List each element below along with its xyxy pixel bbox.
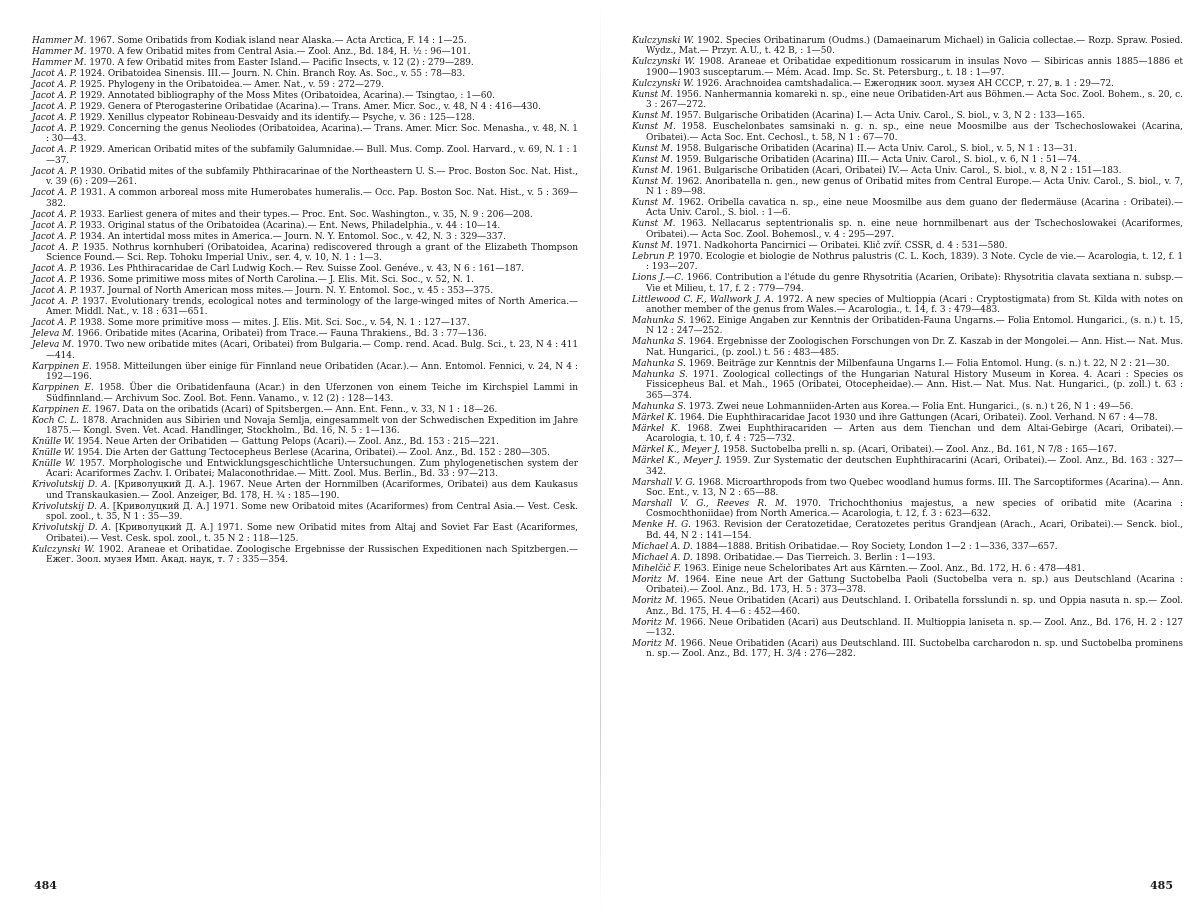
entry-author: Mihelčič F. xyxy=(632,563,682,574)
entry-citation: 1971. Nadkohorta Pancirnici — Oribatei. Klič zvíř. CSSR, d. 4 : 531—580. xyxy=(672,240,1008,251)
entry-author: Mahunka S. xyxy=(632,358,686,369)
entry-author: Kulczynski W. xyxy=(632,36,694,46)
bibliography-entry xyxy=(632,90,1183,111)
bibliography-entry xyxy=(632,359,1183,369)
entry-author: Jacot A. P. xyxy=(32,145,77,156)
entry-author: Märkel K., Meyer J. xyxy=(632,456,722,467)
entry-author: Knülle W. xyxy=(32,448,75,459)
entry-citation: 1925. Phylogeny in the Oribatoidea.— Amer. Nat., v. 59 : 272—279. xyxy=(76,80,384,90)
entry-citation: 1962. Oribella cavatica n. sp., eine neue Moosmilbe aus dem guano der fledermäuse (Acarina : Oribatei).— Acta Univ. Carol., S. biol. : 1—6. xyxy=(646,198,1183,219)
entry-citation: [Криволуцкий Д. А.] 1971. Some new Oribatid mites from Altaj and Soviet Far East (Acariformes, Oribatei).— Vest. Cesk. spol. zool., t. 35 N 2 : 118—125. xyxy=(46,523,578,544)
entry-citation: 1934. An intertidal moss mites in America.— Journ. N. Y. Entomol. Soc., v. 42, N. 3 : 329—337. xyxy=(76,231,506,242)
entry-author: Kunst M. xyxy=(632,154,673,165)
entry-citation: 1929. Concerning the genus Neoliodes (Oribatoidea, Acarina).— Trans. Amer. Micr. Soc. Menasha., v. 48, N. 1 : 30—43. xyxy=(46,124,578,145)
entry-citation: 1968. Zwei Euphthiracariden — Arten aus dem Tienchan und dem Altai-Gebirge (Acari, Oribatei).— Acarologia, t. 10, f. 4 : 725—732. xyxy=(646,423,1184,445)
bibliography-entry xyxy=(632,198,1183,219)
entry-author: Jacot A. P. xyxy=(32,220,77,231)
entry-citation: 1902. Species Oribatinarum (Oudms.) (Damaeinarum Michael) in Galicia collectae.— Rozp. Spraw. Posied. Wydz., Mat.— Przyr. A.U., t. 42 B, : 1—50. xyxy=(646,36,1183,57)
bibliography-entry xyxy=(632,166,1183,176)
entry-citation: 1967. Data on the oribatids (Acari) of Spitsbergen.— Ann. Ent. Fenn., v. 33, N 1 : 18—26. xyxy=(91,404,498,415)
bibliography-entry xyxy=(632,337,1183,358)
entry-author: Jeleva M. xyxy=(32,340,75,351)
entry-author: Littlewood C. F., Wallwork J. A. xyxy=(632,294,774,305)
bibliography-entry xyxy=(632,79,1183,89)
entry-author: Kunst M. xyxy=(632,240,673,251)
entry-author: Kulczynski W. xyxy=(632,57,695,68)
entry-citation: 1963. Nellacarus septentrionalis sp. n. eine neue hornmilbenart aus der Tschechoslowakei (Acariformes, Oribatei).— Acta Soc. Zool. Bohemosl., v. 4 : 295—297. xyxy=(646,219,1183,240)
entry-author: Jacot A. P. xyxy=(32,242,79,253)
entry-citation: 1926. Arachnoidea camtshadalica.— Ежегодник зоол. музея АН СССР, т. 27, в. 1 : 29—72. xyxy=(693,78,1114,89)
entry-citation: 1966. Neue Oribatiden (Acari) aus Deutschland. II. Multioppia laniseta n. sp.— Zool. Anz., Bd. 176, H. 2 : 127—132. xyxy=(646,617,1183,638)
bibliography-entry xyxy=(632,445,1183,455)
entry-author: Jacot A. P. xyxy=(32,166,77,177)
entry-citation: 1936. Les Phthiracaridae de Carl Ludwig Koch.— Rev. Suisse Zool. Genéve., v. 43, N 6 : 161—187. xyxy=(76,264,525,275)
entry-author: Mahunka S. xyxy=(632,316,687,327)
entry-citation: 1966. Neue Oribatiden (Acari) aus Deutschland. III. Suctobelba carcharodon n. sp. und Suctobelba prominens n. sp.— Zool. Anz., Bd. 177, H. 3/4 : 276—282. xyxy=(646,638,1183,660)
left-page-number: 484 xyxy=(34,879,57,892)
bibliography-entry xyxy=(32,188,578,209)
entry-citation: 1908. Araneae et Oribatidae expeditionum rossicarum in insulas Novo — Sibiricas annis 1885—1886 et 1900—1903 susceptarum.— Mém. Acad. Imp. Sc. St. Petersburg., t. 18 : 1—97. xyxy=(646,57,1183,78)
bibliography-entry xyxy=(32,232,578,242)
entry-citation: 1964. Eine neue Art der Gattung Suctobelba Paoli (Suctobelba vera n. sp.) aus Deutschland (Acarina : Oribatei).— Zool. Anz., Bd. 173, H. 5 : 373—378. xyxy=(646,574,1183,596)
entry-author: Märkel K. xyxy=(632,423,681,434)
entry-citation: 1966. Oribatide mites (Acarina, Oribatei) from Trace.— Fauna Thrakiens., Bd. 3 : 77—136. xyxy=(74,329,487,340)
entry-author: Kunst M. xyxy=(632,198,675,209)
entry-author: Märkel K. xyxy=(632,412,677,423)
entry-author: Mahunka S. xyxy=(632,337,686,348)
entry-citation: 1968. Microarthropods from two Quebec woodland humus forms. III. The Sarcoptiformes (Acarina).— Ann. Soc. Ent., v. 13, N 2 : 65—88. xyxy=(646,477,1183,498)
entry-author: Karppinen E. xyxy=(32,361,92,372)
entry-author: Jacot A. P. xyxy=(32,188,78,199)
bibliography-entry xyxy=(632,542,1183,552)
bibliography-entry xyxy=(32,69,578,79)
entry-author: Hammer M. xyxy=(32,36,87,46)
entry-citation: 1954. Neue Arten der Oribatiden — Gattung Pelops (Acari).— Zool. Anz., Bd. 153 : 215—221. xyxy=(74,437,499,448)
bibliography-entry xyxy=(32,362,578,383)
entry-citation: 1937. Journal of North American moss mites.— Journ. N. Y. Entomol. Soc., v. 45 : 353—375. xyxy=(76,286,494,297)
bibliography-entry xyxy=(32,523,578,544)
entry-author: Kunst M. xyxy=(632,219,676,230)
entry-citation: 1898. Oribatidae.— Das Tierreich. 3. Berlin : 1—193. xyxy=(692,552,936,563)
entry-citation: 1956. Nanhermannia komareki n. sp., eine neue Oribatiden-Art aus Böhmen.— Acta Soc. Zool. Bohem., s. 20, c. 3 : 267—272. xyxy=(646,89,1183,111)
right-page-number: 485 xyxy=(1150,879,1173,892)
entry-citation: 1972. A new species of Multioppia (Acari : Cryptostigmata) from St. Kilda with notes on another member of the genus from Wales.— Acarologia., t. 14, f. 3 : 479—483. xyxy=(646,294,1183,316)
entry-citation: 1966. Contribution a l'étude du genre Rhysotritia (Acarien, Oribate): Rhysotritia clavata sextiana n. subsp.— Vie et Milieu, t. 17, f. 2 : 779—794. xyxy=(646,273,1183,294)
bibliography-entry xyxy=(32,480,578,501)
entry-citation: 1958. Mitteilungen über einige für Finnland neue Oribatiden (Acar.).— Ann. Entomol. Fennici, v. 24, N 4 : 192—196. xyxy=(46,361,579,383)
entry-citation: 1929. Annotated bibliography of the Moss Mites (Oribatoidea, Acarina).— Tsingtao, : 1—60. xyxy=(76,91,495,101)
entry-citation: 1973. Zwei neue Lohmanniiden-Arten aus Korea.— Folia Ent. Hungarici., (s. n.) t 26, N 1 : 49—56. xyxy=(685,401,1134,412)
right-page xyxy=(610,6,1195,906)
entry-author: Kulczynski W. xyxy=(632,78,694,89)
entry-author: Mahunka S. xyxy=(632,369,688,380)
entry-citation: 1958. Euschelonbates samsinaki n. g. n. sp., eine neue Moosmilbe aus der Tschechoslowakei (Acarina, Oribatei).— Acta Soc. Ent. Cechosl., t. 58, N 1 : 67—70. xyxy=(646,122,1183,143)
entry-citation: 1957. Bulgarische Oribatiden (Acarina) I.— Acta Univ. Carol., S. biol., v. 3, N 2 : 133—165. xyxy=(672,111,1085,122)
entry-citation: 1924. Oribatoidea Sinensis. III.— Journ. N. Chin. Branch Roy. As. Soc., v. 55 : 78—83. xyxy=(76,69,466,79)
entry-citation: 1930. Oribatid mites of the subfamily Phthiracarinae of the Northeastern U. S.— Proc. Boston Soc. Nat. Hist., v. 39 (6) : 209—261. xyxy=(46,166,578,188)
entry-citation: 1902. Araneae et Oribatidae. Zoologische Ergebnisse der Russischen Expeditionen nach Spitzbergen.— Ежег. Зоол. музея Имп. Акад. наук, т. 7 : 335—354. xyxy=(46,544,578,566)
entry-author: Kunst M. xyxy=(632,165,673,176)
entry-author: Lions J.—C. xyxy=(632,273,684,284)
entry-author: Kunst M. xyxy=(632,111,673,122)
bibliography-entry xyxy=(32,113,578,123)
bibliography-entry xyxy=(32,47,578,57)
bibliography-entry xyxy=(32,264,578,274)
entry-citation: 1967. Some Oribatids from Kodiak island near Alaska.— Acta Arctica, F. 14 : 1—25. xyxy=(86,36,467,46)
bibliography-entry xyxy=(632,553,1183,563)
entry-author: Marshall V. G., Reeves R. M. xyxy=(632,498,788,509)
entry-author: Kunst M. xyxy=(632,89,674,100)
bibliography-entry xyxy=(32,545,578,566)
bibliography-entry xyxy=(632,241,1183,251)
entry-author: Kunst M. xyxy=(632,176,674,187)
entry-author: Jacot A. P. xyxy=(32,113,77,123)
entry-author: Krivolutskij D. A. xyxy=(32,523,112,534)
bibliography-entry xyxy=(632,596,1183,617)
entry-citation: 1936. Some primitiwe moss mites of North Carolina.— J. Elis. Mit. Sci. Soc., v. 52, N. 1. xyxy=(76,275,474,286)
right-bibliography-list xyxy=(632,36,1183,660)
entry-author: Jacot A. P. xyxy=(32,318,77,329)
entry-author: Jacot A. P. xyxy=(32,297,79,308)
bibliography-entry xyxy=(32,210,578,220)
left-page xyxy=(10,6,590,906)
bibliography-entry xyxy=(32,405,578,415)
bibliography-entry xyxy=(632,413,1183,423)
entry-author: Michael A. D. xyxy=(632,541,693,552)
entry-author: Kunst M. xyxy=(632,122,676,133)
bibliography-entry xyxy=(32,145,578,166)
bibliography-entry xyxy=(32,459,578,480)
bibliography-entry xyxy=(32,437,578,447)
bibliography-entry xyxy=(632,177,1183,198)
entry-author: Koch C. L. xyxy=(32,415,79,426)
bibliography-entry xyxy=(632,402,1183,412)
entry-citation: 1970. Ecologie et biologie de Nothrus palustris (C. L. Koch, 1839). 3 Note. Cycle de vie.— Acarologia, t. 12, f. 1 : 193—207. xyxy=(646,251,1183,273)
entry-author: Hammer M. xyxy=(32,58,87,68)
entry-author: Jacot A. P. xyxy=(32,209,77,220)
bibliography-entry xyxy=(32,329,578,339)
entry-author: Marshall V. G. xyxy=(632,477,696,488)
entry-author: Menke H. G. xyxy=(632,520,691,531)
bibliography-entry xyxy=(32,167,578,188)
bibliography-entry xyxy=(632,273,1183,294)
bibliography-entry xyxy=(32,502,578,523)
entry-author: Jacot A. P. xyxy=(32,91,77,101)
bibliography-entry xyxy=(32,102,578,112)
entry-author: Jacot A. P. xyxy=(32,69,77,79)
bibliography-entry xyxy=(32,243,578,264)
bibliography-entry xyxy=(632,478,1183,499)
entry-citation: 1970. Trichochthonius majestus, a new species of oribatid mite (Acarina : Cosmochthoniidae) from North America.— Acarologia, t. 12, f. 3 : 623—632. xyxy=(646,498,1184,520)
bibliography-entry xyxy=(632,219,1183,240)
entry-citation: 1958. Suctobelba prelli n. sp. (Acari, Oribatei).— Zool. Anz., Bd. 161, N 7/8 : 165—167. xyxy=(719,445,1117,456)
entry-author: Jacot A. P. xyxy=(32,275,77,286)
entry-author: Karppinen E. xyxy=(32,383,94,394)
bibliography-entry xyxy=(32,318,578,328)
entry-citation: [Криволуцкий Д. А.] 1971. Some new Oribatoid mites (Acariformes) from Central Asia.— Vest. Cesk. spol. zool., t. 35, N 1 : 35—39. xyxy=(46,501,578,523)
bibliography-entry xyxy=(32,383,578,404)
bibliography-entry xyxy=(632,122,1183,143)
entry-citation: 1962. Einige Angaben zur Kenntnis der Oribatiden-Fauna Ungarns.— Folia Entomol. Hungarici., (s. n.) t. 15, N 12 : 247—252. xyxy=(646,316,1184,337)
entry-author: Mahunka S. xyxy=(632,401,686,412)
entry-author: Jacot A. P. xyxy=(32,231,77,242)
entry-citation: 1958. Über die Oribatidenfauna (Acar.) in den Uferzonen von einem Teiche im Kirchspiel Lammi in Südfinnland.— Archivum Soc. Zool. Bot. Fenn. Vanamo., v. 12 (2) : 128—143. xyxy=(46,383,578,404)
entry-author: Hammer M. xyxy=(32,47,87,57)
bibliography-entry xyxy=(632,295,1183,316)
entry-author: Moritz M. xyxy=(632,574,680,585)
entry-author: Jeleva M. xyxy=(32,329,75,340)
entry-author: Kunst M. xyxy=(632,143,673,154)
entry-citation: 1929. Xenillus clypeator Robineau-Desvaidy and its identify.— Psyche, v. 36 : 125—128. xyxy=(76,113,475,123)
entry-citation: 1965. Neue Oribatiden (Acari) aus Deutschland. I. Oribatella forsslundi n. sp. und Oppia nasuta n. sp.— Zool. Anz., Bd. 175, H. 4—6 : 452—460. xyxy=(646,596,1183,617)
entry-citation: 1961. Bulgarische Oribatiden (Acari, Oribatei) IV.— Acta Univ. Carol., S. biol., v. 8, N 2 : 151—183. xyxy=(672,165,1122,176)
bibliography-entry xyxy=(32,416,578,437)
entry-citation: 1971. Zoological collectings of the Hungarian Natural History Museum in Korea. 4. Acari : Species os Fissicepheus Bal. et Mah., 1965 (Oribatei, Otocepheidae).— Ann. Hist.— Nat. Mus. Nat. Hungarici., (p. zoll.) t. 63 : 365—374. xyxy=(646,369,1184,401)
entry-citation: 1962. Anoribatella n. gen., new genus of Oribatid mites from Central Europe.— Acta Univ. Carol., S. biol., v. 7, N 1 : 89—98. xyxy=(646,176,1183,198)
entry-author: Jacot A. P. xyxy=(32,80,77,90)
bibliography-entry xyxy=(32,340,578,361)
entry-citation: 1954. Die Arten der Gattung Tectocepheus Berlese (Acarina, Oribatei).— Zool. Anz., Bd. 152 : 280—305. xyxy=(74,448,550,459)
bibliography-entry xyxy=(632,144,1183,154)
entry-author: Märkel K., Meyer J. xyxy=(632,445,720,456)
entry-citation: 1931. A common arboreal moss mite Humerobates humeralis.— Occ. Pap. Boston Soc. Nat. Hist., v. 5 : 369—382. xyxy=(46,188,578,209)
entry-author: Knülle W. xyxy=(32,437,75,448)
entry-citation: 1969. Beiträge zur Kenntnis der Milbenfauna Ungarns I.— Folia Entomol. Hung. (s. n.) t. 22, N 2 : 21—30. xyxy=(685,358,1170,369)
entry-citation: 1935. Nothrus kornhuberi (Oribatoidea, Acarina) rediscovered through a grant of the Elizabeth Thompson Science Found.— Sci. Rep. Tohoku Imperial Univ., ser. 4, v. 10, N. 1 : 1—3. xyxy=(46,242,578,264)
bibliography-entry xyxy=(632,111,1183,121)
bibliography-entry xyxy=(632,456,1183,477)
bibliography-entry xyxy=(32,286,578,296)
entry-author: Karppinen E. xyxy=(32,404,92,415)
entry-citation: 1970. A few Oribatid mites from Easter Island.— Pacific Insects, v. 12 (2) : 279—289. xyxy=(86,58,474,68)
bibliography-entry xyxy=(632,499,1183,520)
entry-citation: 1963. Revision der Ceratozetidae, Ceratozetes peritus Grandjean (Arach., Acari, Oribatei).— Senck. biol., Bd. 44, N 2 : 141—154. xyxy=(646,520,1183,541)
entry-author: Lebrun P. xyxy=(632,251,675,262)
entry-citation: 1970. Two new oribatide mites (Acari, Oribatei) from Bulgaria.— Comp. rend. Acad. Bulg. Sci., t. 23, N 4 : 411—414. xyxy=(46,340,578,361)
bibliography-entry xyxy=(632,575,1183,596)
bibliography-entry xyxy=(32,58,578,68)
bibliography-entry xyxy=(632,57,1183,78)
entry-author: Moritz M. xyxy=(632,638,677,649)
entry-author: Jacot A. P. xyxy=(32,286,77,297)
entry-author: Jacot A. P. xyxy=(32,124,77,134)
entry-author: Krivolutskij D. A. xyxy=(32,480,111,491)
entry-citation: 1937. Evolutionary trends, ecological notes and terminology of the large-winged mites of North America.— Amer. Middl. Nat., v. 18 : 631—651. xyxy=(46,297,578,318)
bibliography-entry xyxy=(32,124,578,145)
entry-author: Jacot A. P. xyxy=(32,264,77,275)
entry-author: Kulczynski W. xyxy=(32,544,95,555)
entry-author: Jacot A. P. xyxy=(32,102,77,112)
entry-citation: 1929. American Oribatid mites of the subfamily Galumnidae.— Bull. Mus. Comp. Zool. Harvard., v. 69, N. 1 : 1—37. xyxy=(46,145,578,166)
bibliography-entry xyxy=(32,297,578,318)
entry-citation: 1933. Earliest genera of mites and their types.— Proc. Ent. Soc. Washington., v. 35, N. 9 : 206—208. xyxy=(76,209,533,220)
entry-citation: 1938. Some more primitive moss — mites. J. Elis. Mit. Sci. Soc., v. 54, N. 1 : 127—137. xyxy=(76,318,470,329)
entry-citation: 1958. Bulgarische Oribatiden (Acarina) II.— Acta Univ. Carol., S. biol., v. 5, N 1 : 13—31. xyxy=(672,143,1077,154)
bibliography-entry xyxy=(632,252,1183,273)
entry-citation: 1970. A few Oribatid mites from Central Asia.— Zool. Anz., Bd. 184, H. ½ : 96—101. xyxy=(86,47,471,57)
entry-citation: 1963. Einige neue Scheloribates Art aus Kärnten.— Zool. Anz., Bd. 172, H. 6 : 478—481. xyxy=(681,563,1085,574)
bibliography-entry xyxy=(32,275,578,285)
entry-citation: 1878. Arachniden aus Sibirien und Novaja Semlja, eingesammelt von der Schwedischen Expedition im Jahre 1875.— Kongl. Sven. Vet. Acad. Handlinger, Stockholm., Bd. 16, N. 5 : 1—136. xyxy=(46,415,578,437)
bibliography-entry xyxy=(632,639,1183,660)
page-gutter xyxy=(600,0,601,913)
entry-author: Krivolutskij D. A. xyxy=(32,501,110,512)
bibliography-entry xyxy=(632,520,1183,541)
bibliography-entry xyxy=(632,564,1183,574)
entry-citation: 1933. Original status of the Oribatoidea (Acarina).— Ent. News, Philadelphia., v. 44 : 10—14. xyxy=(76,220,501,231)
entry-author: Moritz M. xyxy=(632,617,678,628)
bibliography-entry xyxy=(32,36,578,46)
entry-citation: 1959. Zur Systematic der deutschen Euphthiracarini (Acari, Oribatei).— Zool. Anz., Bd. 163 : 327—342. xyxy=(646,456,1183,477)
entry-citation: 1929. Genera of Pterogasterine Oribatidae (Acarina).— Trans. Amer. Micr. Soc., v. 48, N 4 : 416—430. xyxy=(76,102,541,112)
bibliography-entry xyxy=(632,424,1183,445)
left-bibliography-list xyxy=(32,36,578,566)
bibliography-entry xyxy=(632,155,1183,165)
entry-citation: 1964. Die Euphthiracaridae Jacot 1930 und ihre Gattungen (Acari, Oribatei). Zool. Verhand. N 67 : 4—78. xyxy=(676,412,1158,423)
entry-citation: 1959. Bulgarische Oribatiden (Acarina) III.— Acta Univ. Carol., S. biol., v. 6, N 1 : 51—74. xyxy=(672,154,1081,165)
entry-author: Moritz M. xyxy=(632,596,678,607)
entry-author: Knülle W. xyxy=(32,459,76,470)
entry-author: Michael A. D. xyxy=(632,552,693,563)
bibliography-entry xyxy=(32,91,578,101)
bibliography-entry xyxy=(32,80,578,90)
bibliography-entry xyxy=(632,36,1183,57)
entry-citation: 1964. Ergebnisse der Zoologischen Forschungen von Dr. Z. Kaszab in der Mongolei.— Ann. Hist.— Nat. Mus. Nat. Hungarici., (p. zool.) t. 56 : 483—485. xyxy=(646,337,1184,358)
bibliography-entry xyxy=(632,618,1183,639)
entry-citation: 1957. Morphologische und Entwicklungsgeschichtliche Untersuchungen. Zum phylogenetischen system der Acari: Acariformes Zachv. I. Oribatei; Malaconothridae.— Mitt. Zool. Mus. Berlin., Bd. 33 : 97—213. xyxy=(46,459,578,480)
bibliography-entry xyxy=(32,448,578,458)
bibliography-entry xyxy=(632,370,1183,401)
entry-citation: 1884—1888. British Oribatidae.— Roy Society, London 1—2 : 1—336, 337—657. xyxy=(692,541,1058,552)
bibliography-entry xyxy=(32,221,578,231)
entry-citation: [Криволуцкий Д. А.]. 1967. Neue Arten der Hornmilben (Acariformes, Oribatei) aus dem Kaukasus und Transkaukasien.— Zool. Anzeiger, Bd. 178, H. ¾ : 185—190. xyxy=(46,480,578,501)
bibliography-entry xyxy=(632,316,1183,337)
